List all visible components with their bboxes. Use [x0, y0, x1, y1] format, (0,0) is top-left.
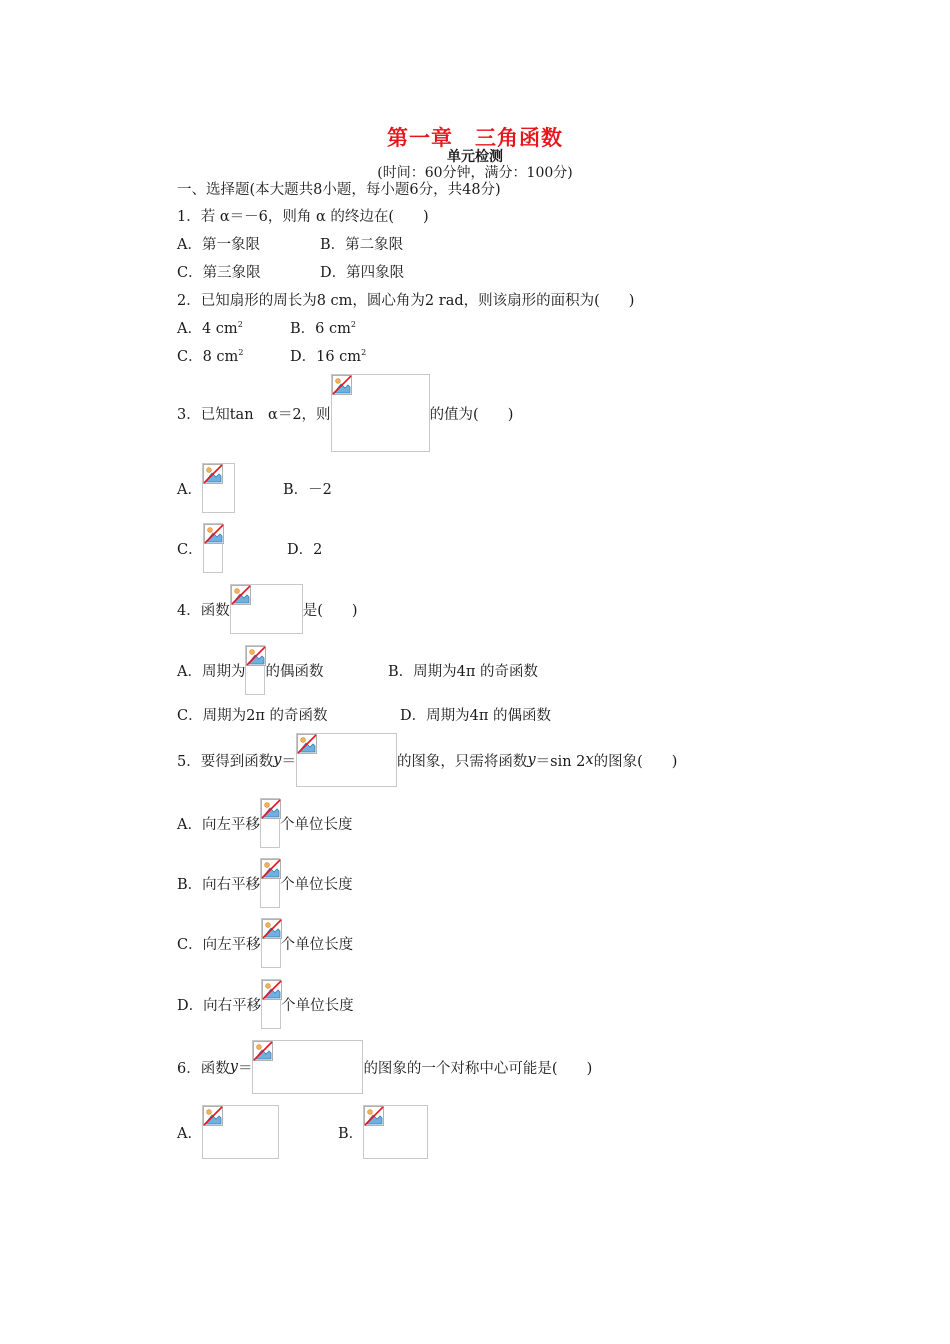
formula-image — [230, 584, 303, 634]
variable: y — [527, 752, 536, 768]
question-3-stem — [177, 374, 513, 452]
exponent: 2 — [238, 347, 244, 357]
question-4-stem — [177, 584, 358, 634]
variable: x — [585, 752, 594, 768]
question-6-options-ab — [177, 1105, 428, 1159]
formula-image — [363, 1105, 428, 1159]
option-c: C．周期为2π 的奇函数 — [177, 707, 328, 724]
option-d: D．第四象限 — [320, 264, 405, 281]
option-a-text: A． — [177, 1125, 202, 1142]
formula-image — [261, 918, 281, 968]
option-b-text: B． — [338, 1125, 364, 1142]
option-c-text: C．向左平移 — [177, 936, 261, 953]
option-b-text: B．6 cm — [290, 320, 351, 337]
formula-image — [252, 1040, 363, 1094]
page-subtitle: 单元检测 — [447, 149, 503, 165]
option-b: B．第二象限 — [320, 236, 404, 253]
exam-info: (时间：60分钟，满分：100分) — [377, 165, 573, 181]
question-5-option-c — [177, 918, 353, 968]
option-c-text: C．8 cm — [177, 348, 239, 365]
question-6-text-pre: 6．函数 — [177, 1060, 230, 1077]
exponent: 2 — [350, 319, 356, 329]
option-b — [290, 317, 356, 338]
formula-image — [245, 645, 265, 695]
question-2-text: 2．已知扇形的周长为8 cm，圆心角为2 rad，则该扇形的面积为( ) — [177, 292, 635, 309]
section-heading — [177, 178, 501, 198]
option-c-unit: 个单位长度 — [280, 936, 354, 953]
question-4-text-pre: 4．函数 — [177, 602, 230, 619]
question-5-text-mid: 的图象，只需将函数 — [396, 753, 528, 770]
equals-sign: ＝ — [281, 753, 296, 770]
question-5-stem — [177, 733, 677, 787]
option-b — [338, 1105, 428, 1159]
option-c — [177, 345, 290, 366]
formula-image — [260, 858, 280, 908]
question-5-option-a — [177, 798, 352, 848]
question-3-text-pre: 3．已知tan α＝2，则 — [177, 406, 331, 423]
question-6-text-post: 的图象的一个对称中心可能是( ) — [363, 1060, 593, 1077]
question-5-option-b — [177, 858, 353, 908]
option-d: D．周期为4π 的偶函数 — [400, 707, 551, 724]
formula-image — [260, 798, 280, 848]
option-a-text: A．向左平移 — [177, 816, 260, 833]
exponent: 2 — [361, 347, 367, 357]
option-d-text: D．向右平移 — [177, 997, 262, 1014]
question-4-options-cd — [177, 704, 551, 724]
question-5-text-mid2: ＝sin 2 — [535, 753, 586, 770]
option-a: A．第一象限 — [177, 236, 260, 253]
option-a-text-post: 的偶函数 — [265, 663, 324, 680]
formula-image — [202, 463, 235, 513]
page-title: 第一章 三角函数 — [387, 126, 563, 150]
option-d-text: D．16 cm — [290, 348, 362, 365]
question-2-stem — [177, 289, 634, 309]
option-c: C．第三象限 — [177, 264, 261, 281]
option-a-unit: 个单位长度 — [279, 816, 353, 833]
option-a-text-pre: A．周期为 — [177, 663, 246, 680]
option-d — [290, 345, 366, 366]
equals-sign: ＝ — [237, 1060, 253, 1077]
variable: y — [273, 752, 282, 768]
question-4-options-ab — [177, 645, 538, 695]
formula-image — [331, 374, 430, 452]
question-4-text-post: 是( ) — [302, 602, 358, 619]
question-1-stem — [177, 205, 429, 225]
question-3-text-post: 的值为( ) — [429, 406, 514, 423]
question-2-options-ab — [177, 317, 356, 337]
section-heading-text: 一、选择题(本大题共8小题，每小题6分，共48分) — [177, 181, 501, 198]
question-3-options-ab — [177, 463, 332, 513]
option-a — [177, 645, 388, 695]
option-a — [177, 1105, 338, 1159]
option-c — [177, 523, 287, 573]
option-d-unit: 个单位长度 — [281, 997, 354, 1014]
question-1-text: 1．若 α＝－6，则角 α 的终边在( ) — [177, 208, 429, 225]
question-1-options-ab — [177, 233, 403, 253]
option-b: B．周期为4π 的奇函数 — [388, 663, 539, 680]
exponent: 2 — [237, 319, 243, 329]
question-5-option-d — [177, 979, 354, 1029]
question-3-options-cd — [177, 523, 322, 573]
question-6-stem — [177, 1040, 592, 1094]
option-a — [177, 463, 283, 513]
option-a-text: A．4 cm — [177, 320, 238, 337]
option-a — [177, 317, 290, 338]
option-b-unit: 个单位长度 — [280, 876, 353, 893]
option-c-text: C． — [177, 541, 203, 558]
formula-image — [202, 1105, 279, 1159]
formula-image — [296, 733, 397, 787]
question-2-options-cd — [177, 345, 366, 365]
option-d: D．2 — [287, 541, 323, 558]
option-a-text: A． — [177, 481, 202, 498]
option-b: B．－2 — [283, 481, 332, 498]
question-5-text-post: 的图象( ) — [593, 753, 678, 770]
option-b-text: B．向右平移 — [177, 876, 261, 893]
formula-image — [203, 523, 223, 573]
question-1-options-cd — [177, 261, 404, 281]
question-5-text-pre: 5．要得到函数 — [177, 753, 274, 770]
formula-image — [261, 979, 281, 1029]
variable: y — [229, 1059, 238, 1075]
